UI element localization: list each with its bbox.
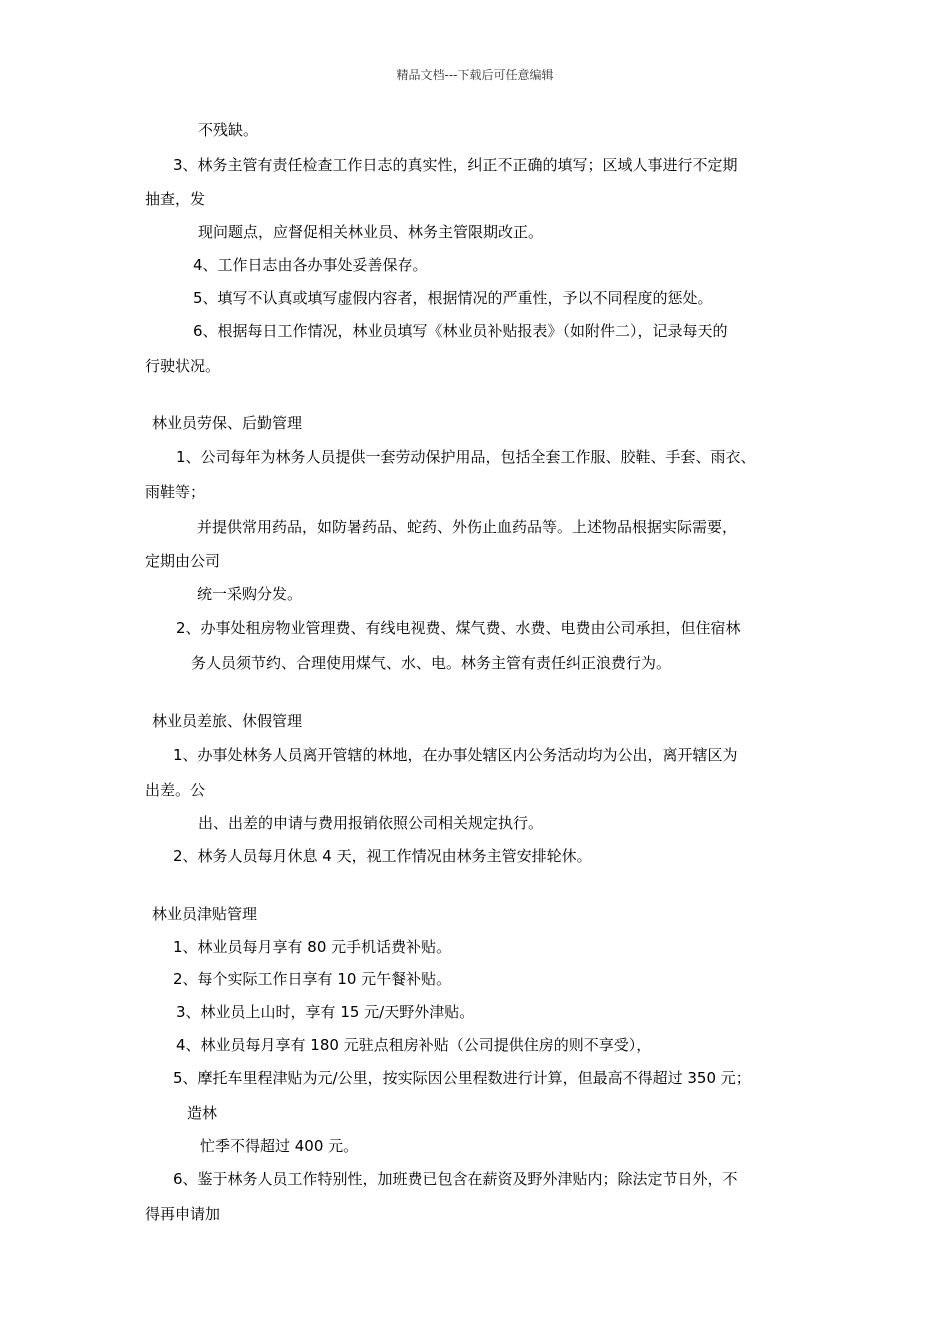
list-item-2: 2、林务人员每月休息 4 天，视工作情况由林务主管安排轮休。: [173, 847, 592, 865]
text-line: 现问题点，应督促相关林业员、林务主管限期改正。: [198, 223, 544, 241]
text-line: 抽查，发: [145, 190, 206, 208]
list-item-6: 6、鉴于林务人员工作特别性，加班费已包含在薪资及野外津贴内；除法定节日外，不: [173, 1170, 738, 1188]
list-item-4: 4、工作日志由各办事处妥善保存。: [193, 256, 428, 274]
list-item-1: 1、办事处林务人员离开管辖的林地，在办事处辖区内公务活动均为公出，离开辖区为: [173, 746, 738, 764]
list-item-2: 2、办事处租房物业管理费、有线电视费、煤气费、水费、电费由公司承担，但住宿林: [176, 619, 741, 637]
list-item-4: 4、林业员每月享有 180 元驻点租房补贴（公司提供住房的则不享受），: [176, 1036, 652, 1054]
text-line: 务人员须节约、合理使用煤气、水、电。林务主管有责任纠正浪费行为。: [191, 654, 672, 672]
list-item-5: 5、填写不认真或填写虚假内容者，根据情况的严重性，予以不同程度的惩处。: [193, 289, 713, 307]
list-item-1: 1、公司每年为林务人员提供一套劳动保护用品，包括全套工作服、胶鞋、手套、雨衣、: [176, 448, 756, 466]
text-line: 不残缺。: [198, 121, 259, 139]
text-line: 雨鞋等；: [145, 483, 206, 501]
list-item-3: 3、林业员上山时，享有 15 元/天野外津贴。: [176, 1003, 475, 1021]
list-item-1: 1、林业员每月享有 80 元手机话费补贴。: [173, 938, 452, 956]
list-item-2: 2、每个实际工作日享有 10 元午餐补贴。: [173, 970, 452, 988]
section-heading-labor: 林业员劳保、后勤管理: [152, 414, 303, 432]
text-line: 忙季不得超过 400 元。: [200, 1137, 359, 1155]
text-line: 统一采购分发。: [197, 585, 303, 603]
list-item-5: 5、摩托车里程津贴为元/公里，按实际因公里程数进行计算，但最高不得超过 350 元；: [173, 1069, 751, 1087]
page-header-watermark: 精品文档---下载后可任意编辑: [396, 68, 554, 82]
list-item-3: 3、林务主管有责任检查工作日志的真实性，纠正不正确的填写；区域人事进行不定期: [173, 156, 738, 174]
text-line: 行驶状况。: [145, 357, 221, 375]
section-heading-allowance: 林业员津贴管理: [152, 905, 258, 923]
text-line: 出差。公: [145, 781, 206, 799]
list-item-6: 6、根据每日工作情况，林业员填写《林业员补贴报表》（如附件二），记录每天的: [193, 322, 728, 340]
text-line: 得再申请加: [145, 1205, 221, 1223]
section-heading-travel: 林业员差旅、休假管理: [152, 712, 303, 730]
text-line: 并提供常用药品，如防暑药品、蛇药、外伤止血药品等。上述物品根据实际需要，: [197, 518, 738, 536]
text-line: 造林: [187, 1104, 218, 1122]
text-line: 出、出差的申请与费用报销依照公司相关规定执行。: [198, 814, 544, 832]
text-line: 定期由公司: [145, 552, 221, 570]
